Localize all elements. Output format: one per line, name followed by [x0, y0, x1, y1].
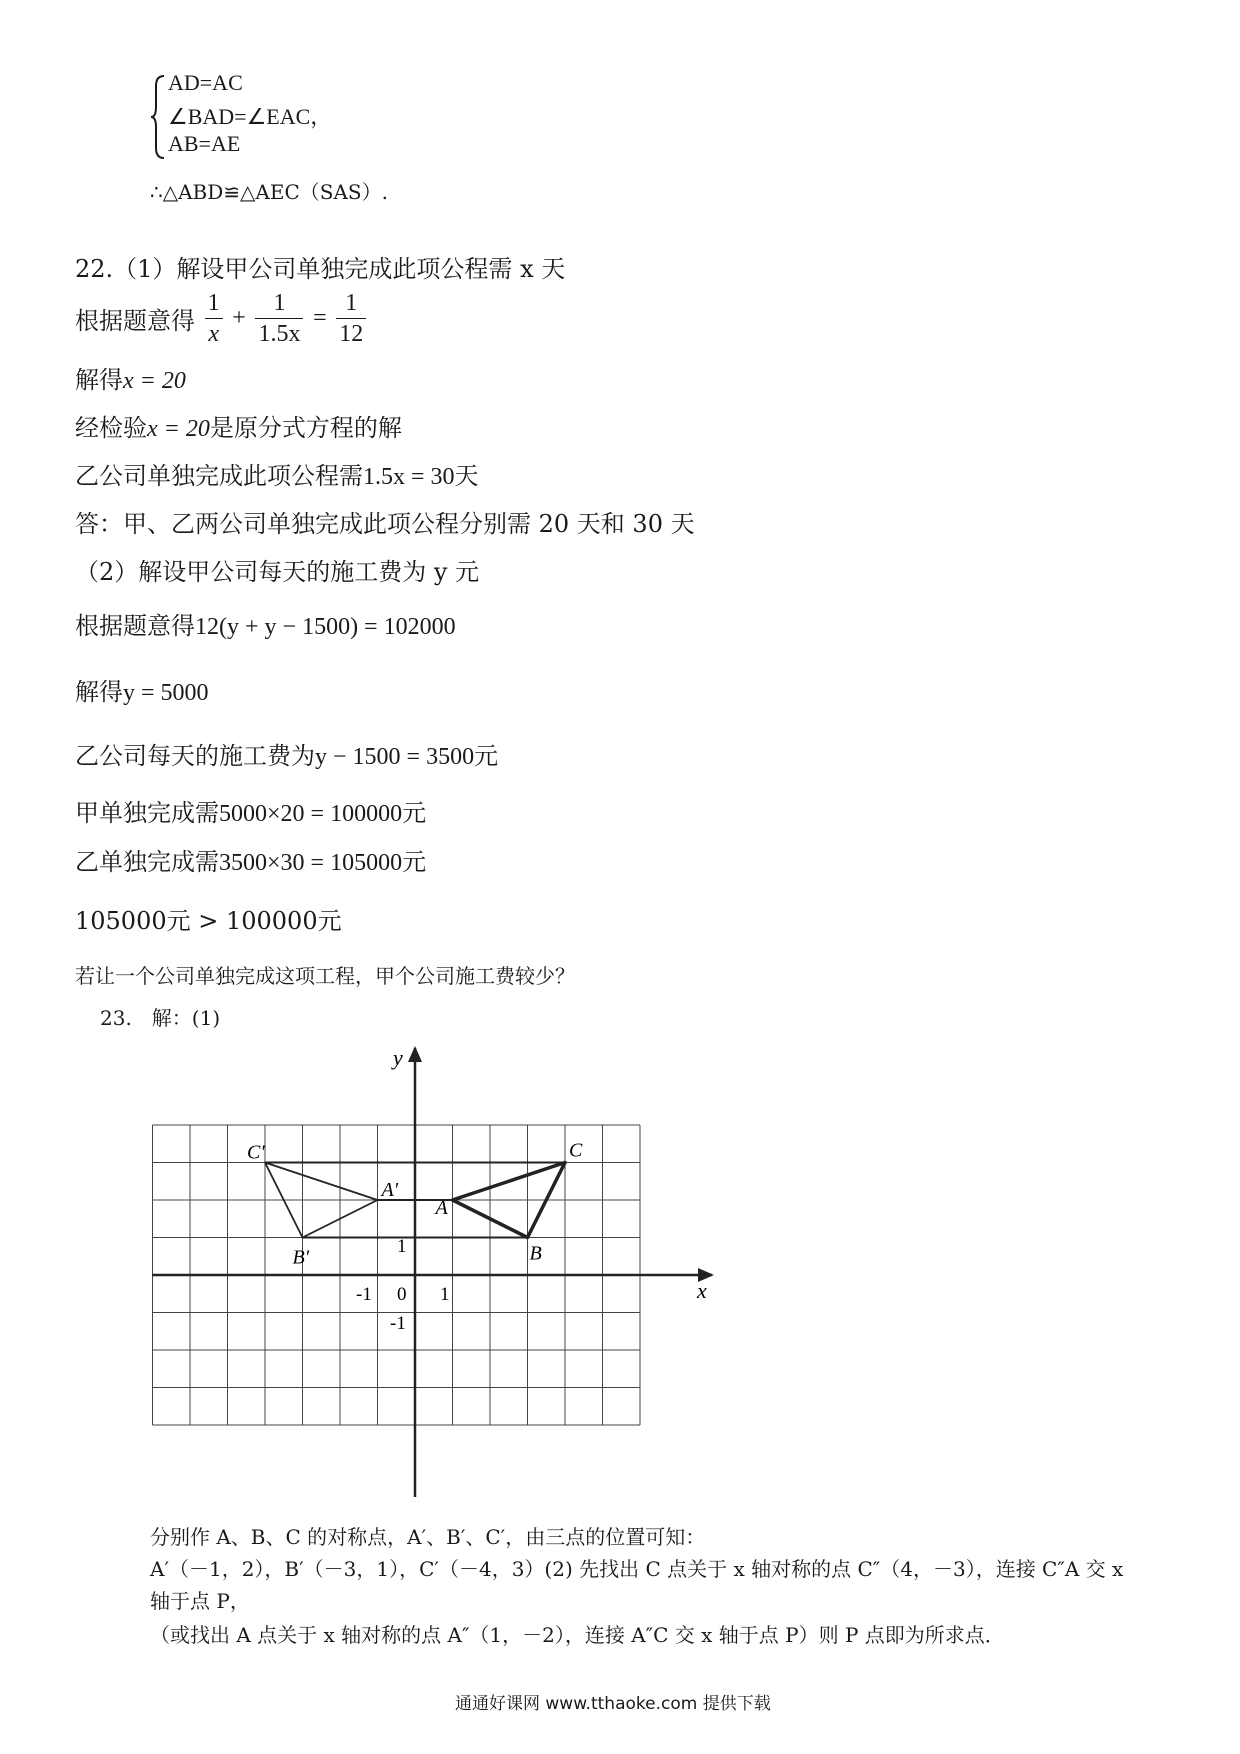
- plus-sign: +: [232, 305, 246, 331]
- yi-cost-suffix: 元: [474, 742, 499, 770]
- check-suffix: 是原分式方程的解: [209, 414, 402, 442]
- jia-total-suffix: 元: [402, 799, 427, 827]
- y-axis-arrow-icon: [408, 1046, 422, 1062]
- q22-answer-1: 答：甲、乙两公司单独完成此项公程分别需 20 天和 30 天: [75, 510, 695, 538]
- origin-label: 0: [397, 1284, 407, 1305]
- y-axis-label: y: [393, 1045, 403, 1070]
- tick-x-pos-1: 1: [440, 1284, 450, 1305]
- q23-header: 23. 解：(1): [100, 1006, 221, 1030]
- point-label-B-prime: B′: [292, 1246, 310, 1269]
- frac2-denominator: 1.5x: [258, 321, 301, 347]
- frac3-numerator: 1: [336, 288, 366, 319]
- eq2-prefix: 根据题意得: [75, 612, 195, 640]
- proof-line-1: AD=AC: [168, 70, 243, 95]
- jia-total-prefix: 甲单独完成需: [75, 799, 219, 827]
- q23-text-3: 轴于点 P，: [150, 1589, 250, 1613]
- solve2-math: y = 5000: [123, 680, 209, 706]
- check-math: x = 20: [147, 416, 210, 442]
- q23-text-4: （或找出 A 点关于 x 轴对称的点 A″（1，－2），连接 A″C 交 x 轴于点 P）则 P 点即为所求点．: [150, 1623, 1005, 1647]
- q22-header: 22.（1）解设甲公司单独完成此项公程需 x 天: [75, 255, 566, 283]
- point-label-B: B: [529, 1242, 542, 1265]
- frac1-denominator: x: [208, 321, 219, 347]
- solve1-math: x = 20: [123, 368, 186, 394]
- yi-days-math: 1.5x = 30: [363, 464, 455, 490]
- x-axis-label: x: [697, 1278, 707, 1303]
- yi-days-prefix: 乙公司单独完成此项公程需: [75, 462, 363, 490]
- tick-y-pos-1: 1: [397, 1236, 407, 1257]
- tick-x-neg-1: -1: [356, 1284, 372, 1305]
- jia-total-math: 5000×20 = 100000: [219, 801, 403, 827]
- q22-compare: 105000元 > 100000元: [75, 907, 342, 935]
- q22-eq-prefix: 根据题意得: [75, 307, 195, 335]
- frac2-numerator: 1: [255, 288, 303, 319]
- yi-total-suffix: 元: [402, 848, 427, 876]
- axes: [152, 1045, 714, 1497]
- check-label: 经检验: [75, 414, 147, 442]
- point-label-C: C: [569, 1139, 583, 1162]
- solve1-label: 解得: [75, 366, 123, 394]
- q22-conclusion: 若让一个公司单独完成这项工程，甲个公司施工费较少？: [75, 964, 575, 988]
- proof-line-2: ∠BAD=∠EAC，: [168, 104, 333, 129]
- frac1-numerator: 1: [205, 288, 223, 319]
- q23-text-2: A′（－1，2），B′（－3，1），C′（－4，3）(2) 先找出 C 点关于 x 轴对称的点 C″（4，－3），连接 C″A 交 x: [150, 1557, 1124, 1581]
- yi-total-math: 3500×30 = 105000: [219, 850, 403, 876]
- equals-sign: =: [313, 305, 327, 331]
- proof-line-3: AB=AE: [168, 131, 241, 156]
- proof-conclusion: ∴△ABD≌△AEC（SAS）.: [150, 180, 388, 204]
- q22-part2-header: （2）解设甲公司每天的施工费为 y 元: [75, 558, 480, 586]
- solve2-label: 解得: [75, 678, 123, 706]
- yi-total-prefix: 乙单独完成需: [75, 848, 219, 876]
- yi-days-suffix: 天: [454, 462, 479, 490]
- q23-text-1: 分别作 A、B、C 的对称点，A′、B′、C′，由三点的位置可知：: [150, 1525, 706, 1549]
- point-label-A-prime: A′: [381, 1179, 399, 1201]
- footer-text: 通通好课网 www.tthaoke.com 提供下载: [455, 1694, 771, 1714]
- yi-cost-prefix: 乙公司每天的施工费为: [75, 742, 315, 770]
- frac3-denominator: 12: [339, 321, 364, 347]
- tick-y-neg-1: -1: [390, 1313, 406, 1334]
- eq2-math: 12(y + y − 1500) = 102000: [195, 614, 456, 640]
- point-label-C-prime: C′: [247, 1141, 265, 1164]
- point-label-A: A: [435, 1197, 448, 1219]
- yi-cost-math: y − 1500 = 3500: [315, 744, 475, 770]
